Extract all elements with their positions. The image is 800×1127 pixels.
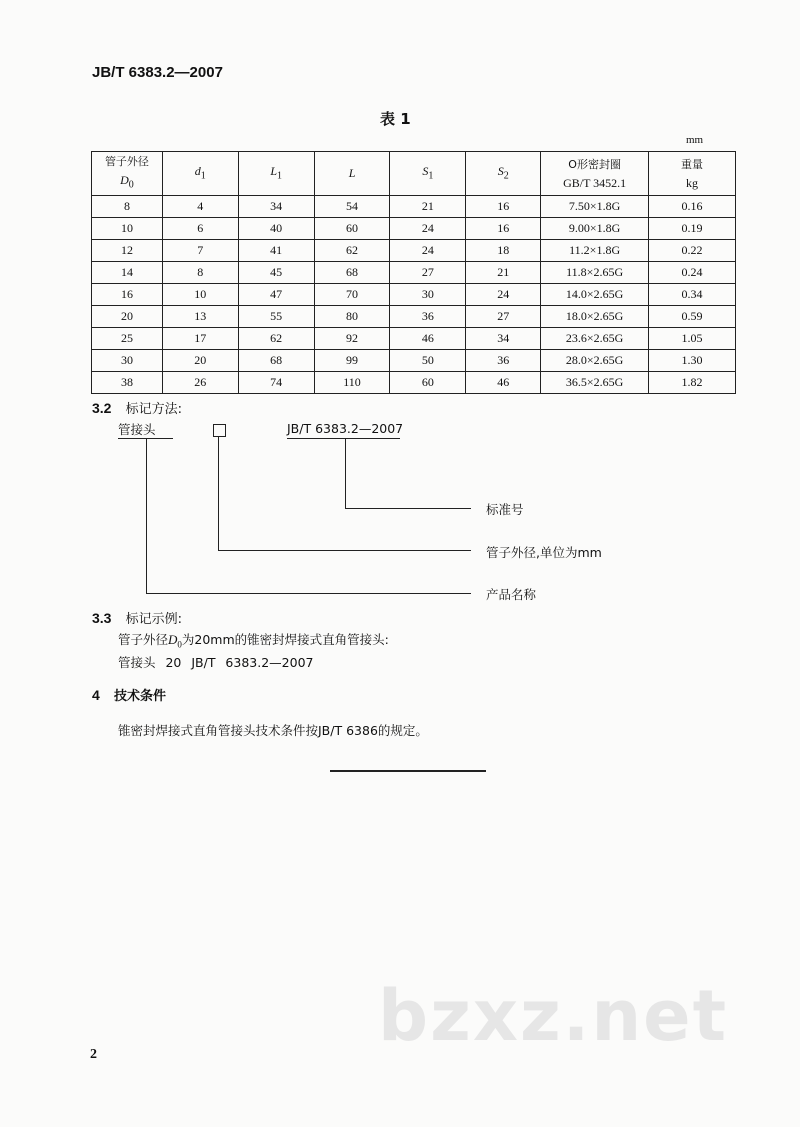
section-3-3-heading: [92, 608, 182, 627]
header-s1-symbol: S: [422, 163, 429, 178]
table-cell: 14: [92, 262, 163, 284]
table-cell: 4: [162, 196, 238, 218]
leader-diameter-vertical: [218, 437, 219, 551]
section-4-heading: [92, 685, 166, 704]
table-cell: 20: [92, 306, 163, 328]
table-cell: 41: [238, 240, 314, 262]
example-d0-sub: 0: [177, 639, 182, 650]
table-cell: 25: [92, 328, 163, 350]
table-cell: 45: [238, 262, 314, 284]
standard-header: JB/T 6383.2—2007: [92, 64, 223, 81]
table-row: [92, 284, 736, 306]
table-cell: 0.19: [649, 218, 736, 240]
table-cell: 7: [162, 240, 238, 262]
table-cell: 0.34: [649, 284, 736, 306]
section-4-title: 技术条件: [113, 689, 166, 704]
table-cell: 60: [390, 372, 466, 394]
table-cell: 16: [92, 284, 163, 306]
table-cell: 34: [238, 196, 314, 218]
table-cell: 6: [162, 218, 238, 240]
leader-name-vertical: [146, 439, 147, 594]
table-cell: 17: [162, 328, 238, 350]
table-cell: 110: [314, 372, 390, 394]
table-cell: 28.0×2.65G: [541, 350, 649, 372]
header-l1: [238, 152, 314, 196]
table-cell: 18: [466, 240, 541, 262]
header-l: [314, 152, 390, 196]
example-description: [118, 630, 389, 650]
table-row: [92, 218, 736, 240]
table-cell: 10: [162, 284, 238, 306]
dimension-table: [91, 151, 736, 394]
header-outer-diameter-label: 管子外径: [104, 155, 149, 169]
section-3-2-heading: [92, 398, 182, 417]
table-cell: 18.0×2.65G: [541, 306, 649, 328]
table-cell: 36: [390, 306, 466, 328]
label-standard-number: 标准号: [486, 502, 524, 517]
table-cell: 36: [466, 350, 541, 372]
table-cell: 16: [466, 218, 541, 240]
label-product-name: 产品名称: [486, 587, 537, 602]
table-cell: 40: [238, 218, 314, 240]
header-d1-symbol: d: [194, 163, 201, 178]
table-cell: 92: [314, 328, 390, 350]
marking-product: 管接头: [118, 422, 156, 437]
table-unit: mm: [686, 134, 704, 146]
table-cell: 70: [314, 284, 390, 306]
table-cell: 12: [92, 240, 163, 262]
header-l-symbol: L: [348, 166, 356, 180]
table-cell: 21: [466, 262, 541, 284]
table-row: [92, 350, 736, 372]
label-outer-diameter: 管子外径,单位为mm: [486, 545, 602, 560]
table-cell: 0.22: [649, 240, 736, 262]
table-cell: 62: [238, 328, 314, 350]
table-cell: 23.6×2.65G: [541, 328, 649, 350]
leader-diameter-horizontal: [218, 550, 471, 551]
table-cell: 0.59: [649, 306, 736, 328]
table-cell: 80: [314, 306, 390, 328]
header-weight: [649, 152, 736, 196]
table-cell: 74: [238, 372, 314, 394]
header-weight-label: 重量: [681, 157, 704, 171]
table-cell: 20: [162, 350, 238, 372]
example-text-b: 为20mm的锥密封焊接式直角管接头:: [181, 632, 389, 647]
header-oring-standard: GB/T 3452.1: [563, 175, 627, 190]
leader-standard-horizontal: [345, 508, 471, 509]
header-l1-sub: 1: [277, 170, 282, 182]
table-row: [92, 372, 736, 394]
table-cell: 27: [390, 262, 466, 284]
header-s1-sub: 1: [428, 170, 434, 182]
table-cell: 60: [314, 218, 390, 240]
table-cell: 99: [314, 350, 390, 372]
header-d1-sub: 1: [200, 170, 206, 182]
table-row: [92, 306, 736, 328]
table-cell: 1.05: [649, 328, 736, 350]
header-s2: [466, 152, 541, 196]
section-3-2-title: 标记方法:: [125, 402, 182, 417]
table-cell: 0.24: [649, 262, 736, 284]
header-outer-diameter: [92, 152, 163, 196]
example-marking: 管接头 20 JB/T 6383.2—2007: [118, 655, 314, 670]
table-cell: 62: [314, 240, 390, 262]
end-rule: [330, 770, 486, 772]
table-cell: 24: [390, 240, 466, 262]
table-cell: 47: [238, 284, 314, 306]
table-title: 表 1: [380, 110, 411, 128]
header-oring: [541, 152, 649, 196]
header-d0-symbol: D: [120, 173, 129, 188]
table-cell: 46: [390, 328, 466, 350]
example-text-a: 管子外径: [118, 632, 169, 647]
table-row: [92, 196, 736, 218]
table-cell: 21: [390, 196, 466, 218]
table-cell: 1.82: [649, 372, 736, 394]
leader-name-horizontal: [146, 593, 471, 594]
watermark: bzxz.net: [378, 975, 729, 1057]
table-cell: 55: [238, 306, 314, 328]
table-cell: 36.5×2.65G: [541, 372, 649, 394]
table-cell: 34: [466, 328, 541, 350]
table-cell: 54: [314, 196, 390, 218]
table-cell: 24: [466, 284, 541, 306]
table-cell: 8: [92, 196, 163, 218]
table-cell: 11.2×1.8G: [541, 240, 649, 262]
header-weight-unit: kg: [686, 175, 699, 190]
section-4-number: 4: [92, 687, 100, 703]
section-3-2-number: 3.2: [92, 400, 112, 416]
table-cell: 38: [92, 372, 163, 394]
section-4-text: 锥密封焊接式直角管接头技术条件按JB/T 6386的规定。: [118, 723, 428, 738]
table-row: [92, 262, 736, 284]
table-cell: 16: [466, 196, 541, 218]
table-cell: 30: [92, 350, 163, 372]
header-s2-sub: 2: [503, 170, 509, 182]
table-header-row: [92, 152, 736, 196]
table-cell: 13: [162, 306, 238, 328]
table-cell: 46: [466, 372, 541, 394]
table-cell: 27: [466, 306, 541, 328]
table-row: [92, 240, 736, 262]
table-cell: 9.00×1.8G: [541, 218, 649, 240]
table-cell: 10: [92, 218, 163, 240]
table-cell: 1.30: [649, 350, 736, 372]
example-d0-symbol: D: [168, 632, 178, 647]
section-3-3-title: 标记示例:: [125, 612, 182, 627]
placeholder-box: [213, 424, 226, 437]
leader-standard-vertical: [345, 439, 346, 509]
header-d0-sub: 0: [128, 179, 134, 191]
table-cell: 14.0×2.65G: [541, 284, 649, 306]
table-cell: 68: [238, 350, 314, 372]
header-s2-symbol: S: [497, 163, 504, 178]
table-cell: 7.50×1.8G: [541, 196, 649, 218]
header-s1: [390, 152, 466, 196]
page-number: 2: [90, 1047, 97, 1062]
table-cell: 68: [314, 262, 390, 284]
standard-underline: [287, 438, 400, 439]
table-cell: 24: [390, 218, 466, 240]
table-cell: 26: [162, 372, 238, 394]
table-row: [92, 328, 736, 350]
header-d1: [162, 152, 238, 196]
section-3-3-number: 3.3: [92, 610, 112, 626]
table-cell: 50: [390, 350, 466, 372]
header-oring-label: O形密封圈: [568, 157, 621, 171]
table-cell: 30: [390, 284, 466, 306]
header-l1-symbol: L: [270, 163, 277, 178]
marking-standard: JB/T 6383.2—2007: [287, 421, 404, 436]
table-cell: 8: [162, 262, 238, 284]
table-cell: 0.16: [649, 196, 736, 218]
table-cell: 11.8×2.65G: [541, 262, 649, 284]
